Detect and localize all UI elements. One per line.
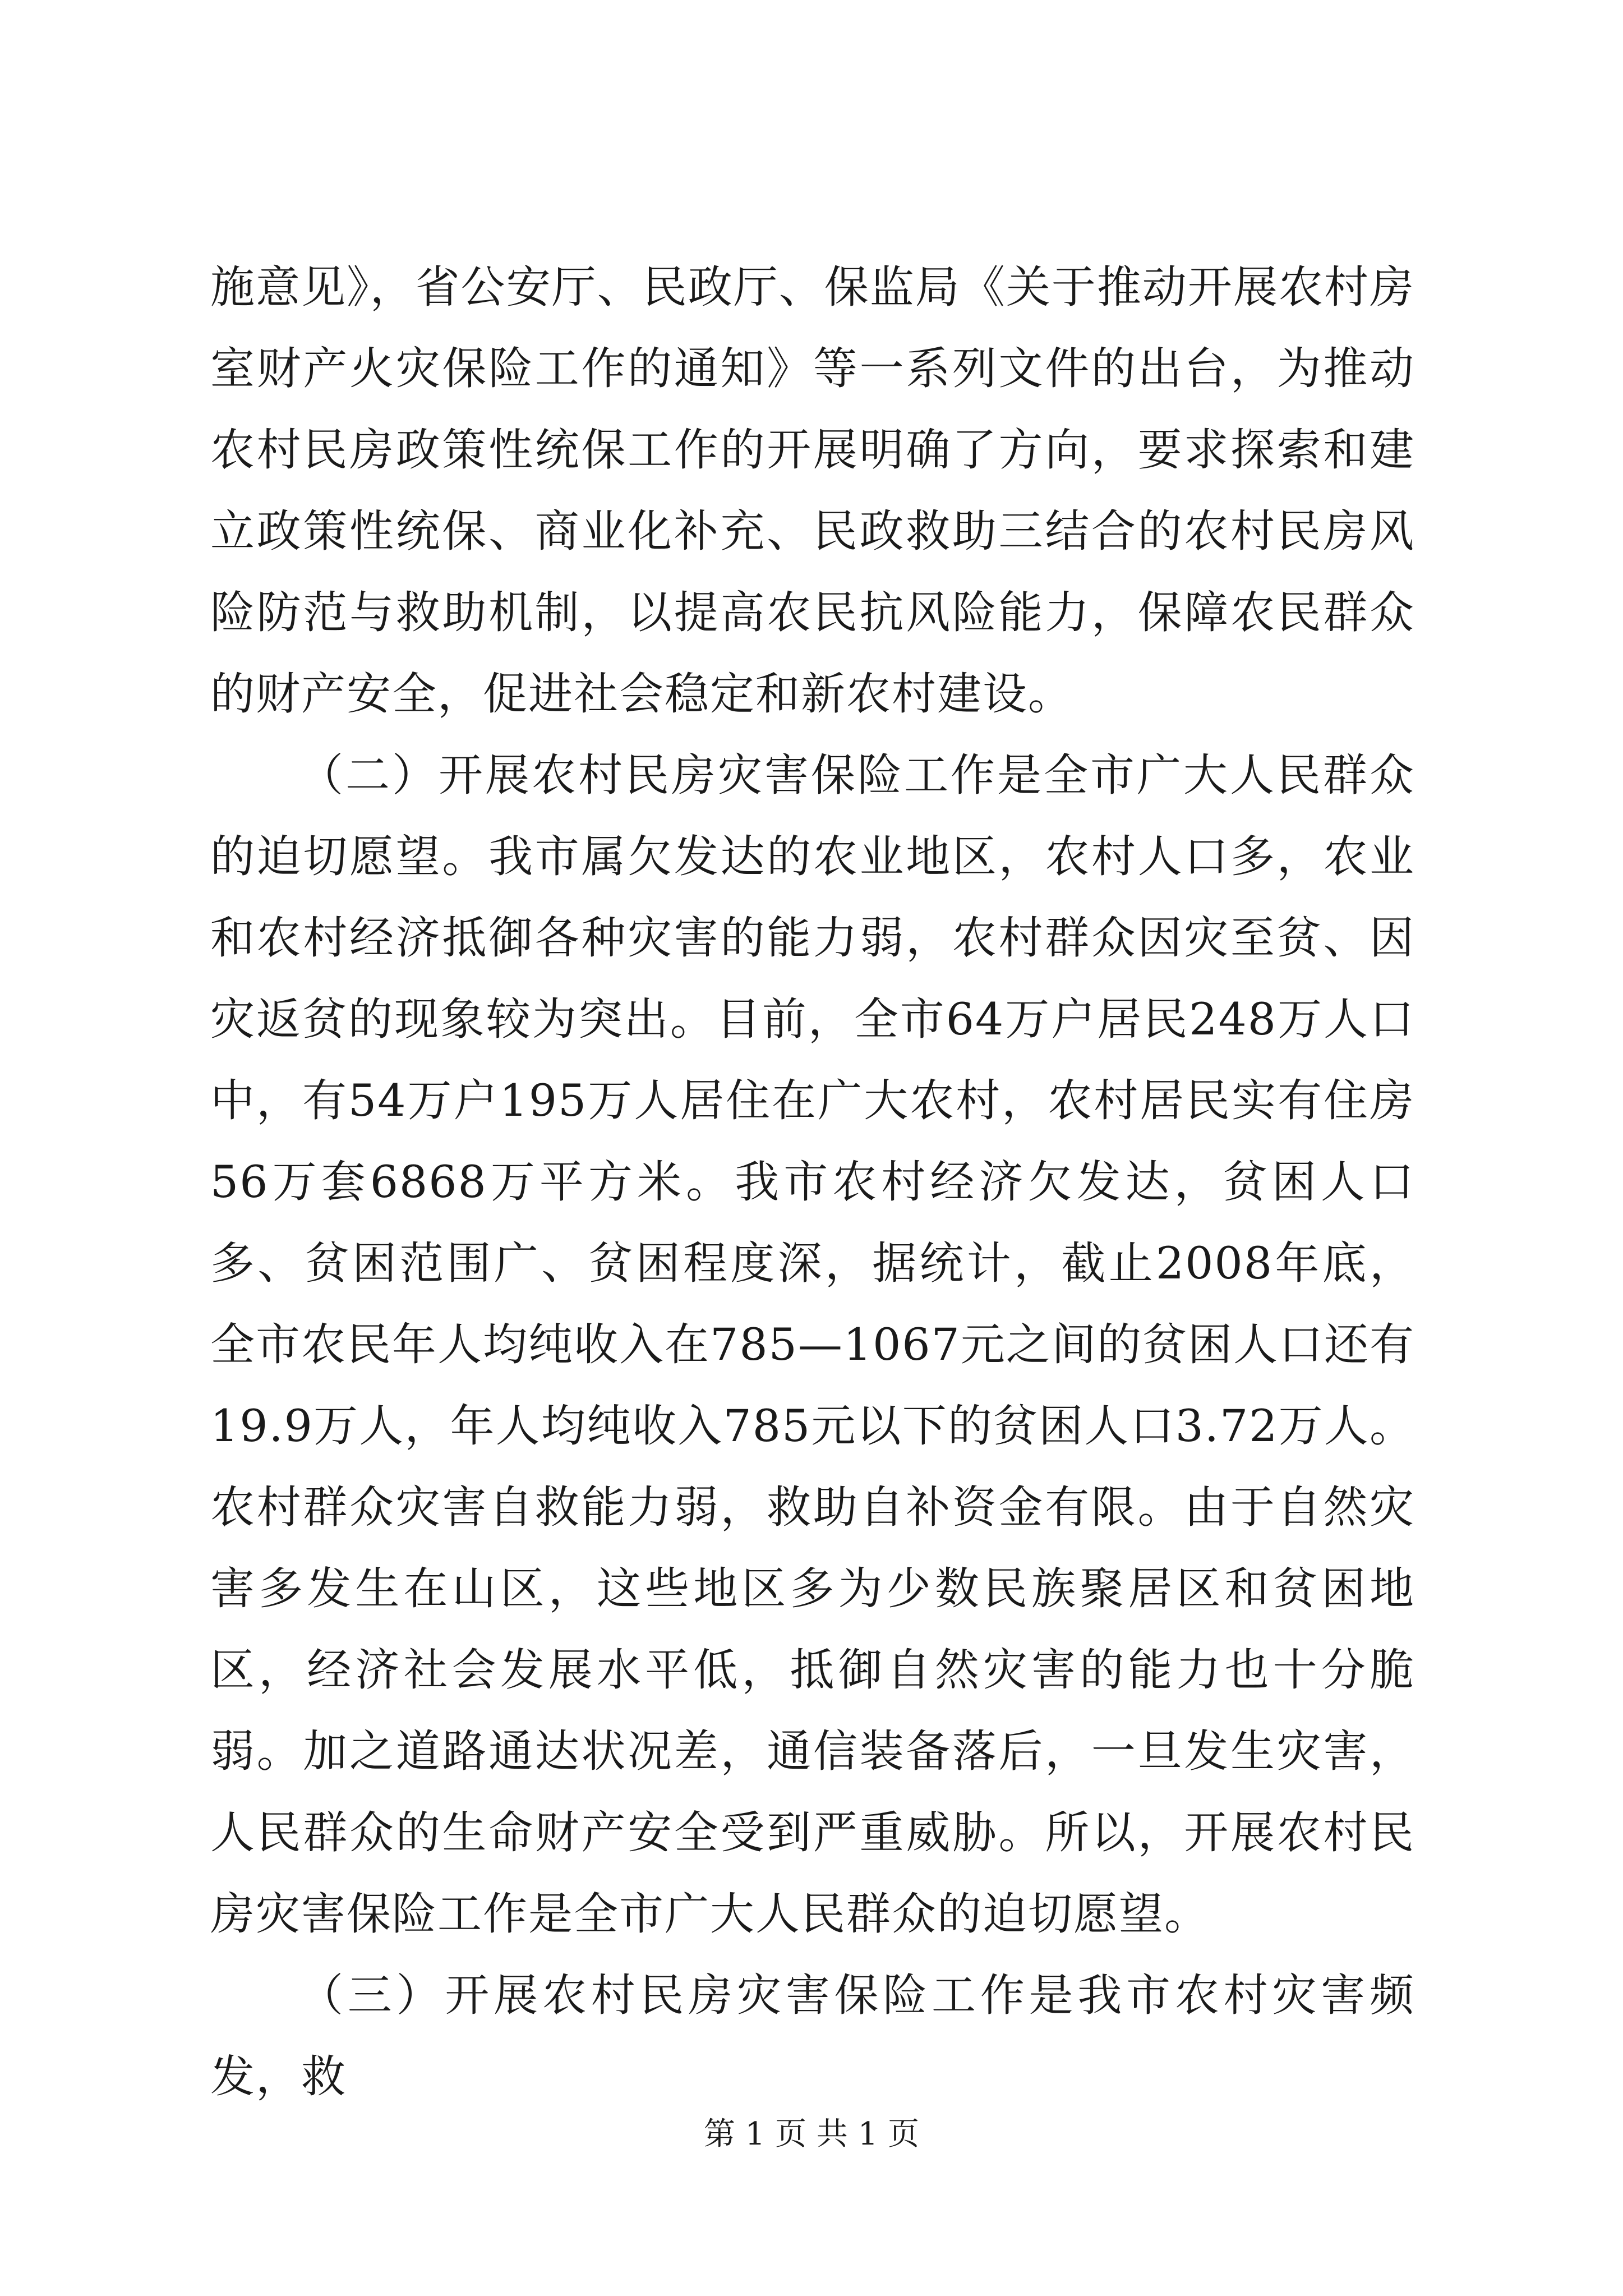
paragraph-continuation: 施意见》，省公安厅、民政厅、保监局《关于推动开展农村房室财产火灾保险工作的通知》等一系列文件的出台，为推动农村民房政策性统保工作的开展明确了方向，要求探索和建立政策性统保、商业化补充、民政救助三结合的农村民房风险防范与救助机制，以提高农民抗风险能力，保障农民群众的财产安全，促进社会稳定和新农村建设。 xyxy=(210,261,1415,720)
page-footer: 第 1 页 共 1 页 xyxy=(703,2116,920,2152)
paragraph-section-two: （二）开展农村民房灾害保险工作是全市广大人民群众的迫切愿望。我市属欠发达的农业地区，农村人口多，农业和农村经济抵御各种灾害的能力弱，农村群众因灾至贫、因灾返贫的现象较为突出。目前，全市64万户居民248万人口中，有54万户195万人居住在广大农村，农村居民实有住房56万套6868万平方米。我市农村经济欠发达，贫困人口多、贫困范围广、贫困程度深，据统计，截止2008年底，全市农民年人均纯收入在785—1067元之间的贫困人口还有19.9万人，年人均纯收入785元以下的贫困人口3.72万人。农村群众灾害自救能力弱，救助自补资金有限。由于自然灾害多发生在山区，这些地区多为少数民族聚居区和贫困地区，经济社会发展水平低，抵御自然灾害的能力也十分脆弱。加之道路通达状况差，通信装备落后，一旦发生灾害，人民群众的生命财产安全受到严重威胁。所以，开展农村民房灾害保险工作是全市广大人民群众的迫切愿望。 xyxy=(210,749,1415,1940)
document-body xyxy=(210,247,1415,2118)
paragraph-section-three: （三）开展农村民房灾害保险工作是我市农村灾害频发，救 xyxy=(210,1970,1415,2102)
